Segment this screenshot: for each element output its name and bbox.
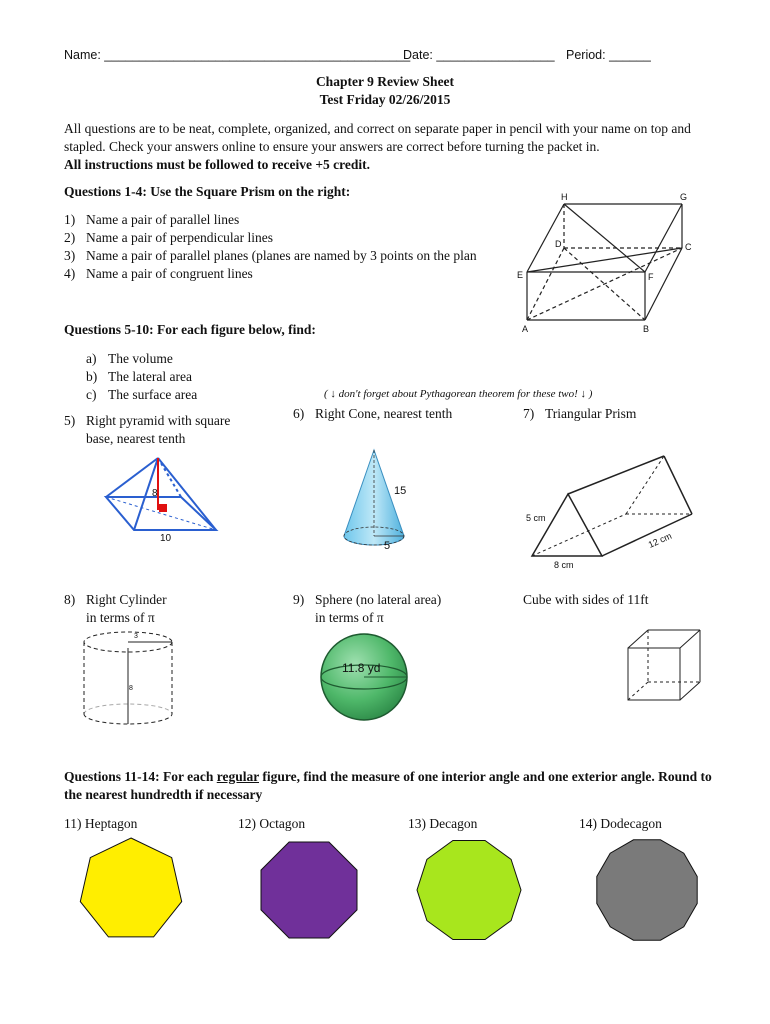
cube-diagram — [624, 626, 706, 708]
heptagon-label: 11) Heptagon — [64, 816, 138, 831]
prism-side-label: 5 cm — [526, 513, 546, 523]
square-pyramid-diagram — [96, 452, 226, 544]
pyramid-base-label: 10 — [160, 533, 172, 544]
prism-label-b: B — [643, 324, 650, 334]
right-cylinder-diagram — [80, 628, 180, 730]
section2-heading: Questions 5-10: For each figure below, find: — [64, 322, 316, 337]
section2-list — [86, 350, 197, 404]
section3-heading: Questions 11-14: For each regular figure, find the measure of one interior angle and one exterior angle. Round to the nearest hundredth if necessary — [64, 769, 712, 802]
instructions-text: All questions are to be neat, complete, organized, and correct on separate paper in pencil with your name on top and stapled. Check your answers online to ensure your answers are correct before turning the packet in. — [64, 121, 691, 154]
prism-label-c: C — [685, 242, 692, 252]
square-prism-diagram — [512, 188, 702, 338]
prism-length-label: 12 cm — [646, 530, 674, 550]
instructions — [64, 120, 714, 174]
list-item: a) The volume — [86, 351, 173, 366]
q9-label: 9) Sphere (no lateral area) in terms of π — [293, 592, 442, 625]
pythagorean-note: ( ↓ don't forget about Pythagorean theorem for these two! ↓ ) — [324, 388, 593, 400]
q5-label: 5) Right pyramid with square base, nearest tenth — [64, 413, 231, 446]
decagon-shape — [414, 835, 524, 945]
cylinder-radius-label: 3 — [134, 633, 138, 640]
prism-base-label: 8 cm — [554, 560, 574, 570]
polygon-fill — [80, 838, 181, 937]
right-cone-diagram — [338, 446, 418, 554]
heptagon-shape — [76, 835, 186, 945]
dodecagon-shape — [592, 835, 702, 945]
list-item: 1) Name a pair of parallel lines — [64, 212, 240, 227]
sphere-diagram — [318, 631, 410, 723]
list-item: c) The surface area — [86, 387, 198, 402]
polygon-fill — [597, 840, 697, 940]
polygon-fill — [417, 841, 521, 940]
list-item: 4) Name a pair of congruent lines — [64, 266, 253, 281]
date-field-label: Date: _________________ — [403, 48, 555, 62]
cylinder-height-label: 8 — [129, 685, 133, 692]
q7-label: 7) Triangular Prism — [523, 406, 637, 421]
cone-radius-label: 5 — [384, 540, 391, 552]
period-field-label: Period: ______ — [566, 48, 651, 62]
prism-label-f: F — [648, 272, 654, 282]
q6-label: 6) Right Cone, nearest tenth — [293, 406, 453, 421]
section1-heading: Questions 1-4: Use the Square Prism on the right: — [64, 184, 351, 199]
section1-list — [64, 211, 524, 283]
instructions-bold: All instructions must be followed to receive +5 credit. — [64, 157, 371, 172]
prism-label-h: H — [561, 192, 568, 202]
pyramid-height-label: 8 — [152, 488, 158, 499]
q8-label: 8) Right Cylinder in terms of π — [64, 592, 167, 625]
polygon-fill — [261, 842, 357, 938]
list-item: b) The lateral area — [86, 369, 192, 384]
octagon-shape — [254, 835, 364, 945]
triangular-prism-diagram — [522, 450, 694, 572]
cone-slant-label: 15 — [394, 485, 407, 497]
q10-label: Cube with sides of 11ft — [523, 592, 649, 607]
list-item: 2) Name a pair of perpendicular lines — [64, 230, 274, 245]
sphere-radius-label: 11.8 yd — [342, 661, 381, 675]
prism-label-e: E — [517, 270, 524, 280]
prism-label-d: D — [555, 239, 562, 249]
prism-label-g: G — [680, 192, 688, 202]
list-item: 3) Name a pair of parallel planes (planes are named by 3 points on the plan — [64, 248, 477, 263]
page-subtitle: Test Friday 02/26/2015 — [319, 92, 451, 107]
name-field-label: Name: ____________________________________________ — [64, 48, 411, 62]
prism-label-a: A — [522, 324, 529, 334]
octagon-label: 12) Octagon — [238, 816, 306, 831]
decagon-label: 13) Decagon — [408, 816, 478, 831]
page-title: Chapter 9 Review Sheet — [315, 74, 455, 89]
dodecagon-label: 14) Dodecagon — [579, 816, 662, 831]
